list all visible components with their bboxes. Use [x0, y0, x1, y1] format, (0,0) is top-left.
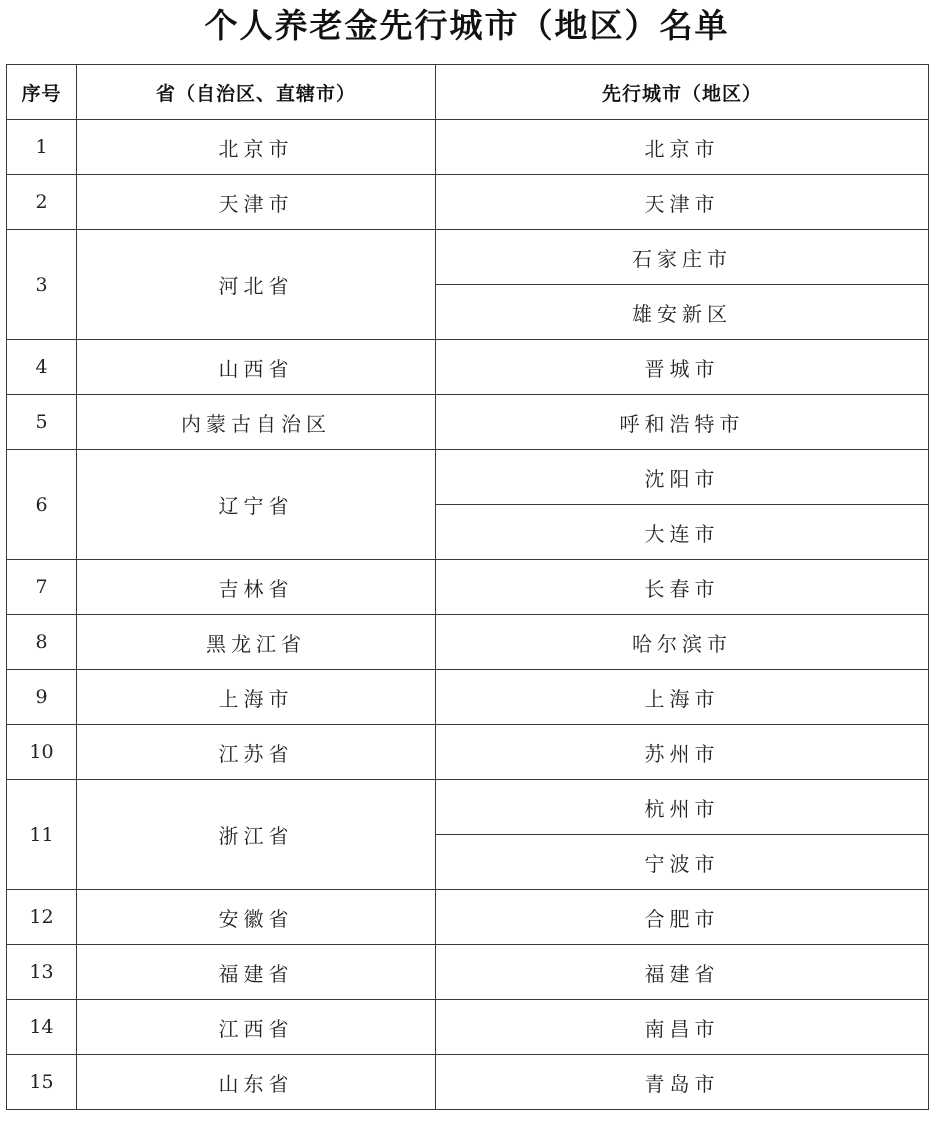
page-title: 个人养老金先行城市（地区）名单 [204, 6, 730, 45]
row-index: 7 [7, 560, 77, 615]
row-city: 宁波市 [436, 835, 929, 890]
row-province: 天津市 [77, 175, 436, 230]
row-city: 合肥市 [436, 890, 929, 945]
row-city: 青岛市 [436, 1055, 929, 1110]
header-province: 省（自治区、直辖市） [77, 65, 436, 120]
row-province: 江苏省 [77, 725, 436, 780]
row-city: 石家庄市 [436, 230, 929, 285]
table-row [7, 230, 929, 285]
row-province: 内蒙古自治区 [77, 395, 436, 450]
row-province: 福建省 [77, 945, 436, 1000]
row-province: 河北省 [77, 230, 436, 340]
table-row [7, 890, 929, 945]
table-row [7, 395, 929, 450]
row-index: 3 [7, 230, 77, 340]
row-province: 安徽省 [77, 890, 436, 945]
row-city: 呼和浩特市 [436, 395, 929, 450]
row-province: 江西省 [77, 1000, 436, 1055]
row-index: 4 [7, 340, 77, 395]
row-city: 天津市 [436, 175, 929, 230]
header-pilot-city: 先行城市（地区） [436, 65, 929, 120]
row-province: 辽宁省 [77, 450, 436, 560]
row-province: 吉林省 [77, 560, 436, 615]
table-row [7, 560, 929, 615]
row-index: 13 [7, 945, 77, 1000]
table-row [7, 725, 929, 780]
row-index: 14 [7, 1000, 77, 1055]
row-province: 上海市 [77, 670, 436, 725]
row-city: 苏州市 [436, 725, 929, 780]
row-index: 11 [7, 780, 77, 890]
row-city: 沈阳市 [436, 450, 929, 505]
pilot-cities-table [6, 64, 929, 1110]
row-city: 上海市 [436, 670, 929, 725]
row-province: 黑龙江省 [77, 615, 436, 670]
row-city: 杭州市 [436, 780, 929, 835]
row-province: 浙江省 [77, 780, 436, 890]
row-province: 山西省 [77, 340, 436, 395]
row-city: 晋城市 [436, 340, 929, 395]
row-city: 南昌市 [436, 1000, 929, 1055]
table-row [7, 1000, 929, 1055]
row-index: 2 [7, 175, 77, 230]
header-index: 序号 [7, 65, 77, 120]
row-city: 长春市 [436, 560, 929, 615]
row-index: 10 [7, 725, 77, 780]
row-index: 8 [7, 615, 77, 670]
row-index: 15 [7, 1055, 77, 1110]
row-index: 1 [7, 120, 77, 175]
row-city: 北京市 [436, 120, 929, 175]
table-row [7, 670, 929, 725]
row-index: 5 [7, 395, 77, 450]
table-row [7, 340, 929, 395]
row-province: 北京市 [77, 120, 436, 175]
row-index: 6 [7, 450, 77, 560]
table-row [7, 450, 929, 505]
row-city: 雄安新区 [436, 285, 929, 340]
table-row [7, 615, 929, 670]
table-row [7, 945, 929, 1000]
row-index: 12 [7, 890, 77, 945]
table-row [7, 175, 929, 230]
row-city: 大连市 [436, 505, 929, 560]
table-row [7, 780, 929, 835]
table-header-row [7, 65, 929, 120]
row-city: 哈尔滨市 [436, 615, 929, 670]
row-index: 9 [7, 670, 77, 725]
table-row [7, 120, 929, 175]
row-city: 福建省 [436, 945, 929, 1000]
table-row [7, 1055, 929, 1110]
row-province: 山东省 [77, 1055, 436, 1110]
